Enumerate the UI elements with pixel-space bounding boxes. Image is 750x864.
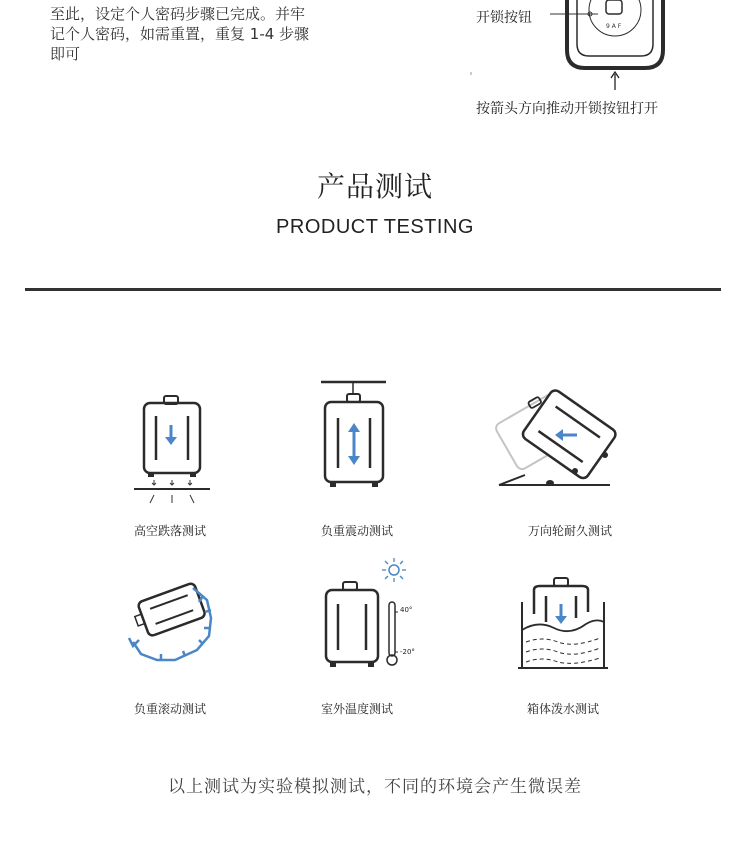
intro-paragraph (50, 4, 390, 64)
spinner-wheel-durability-icon (495, 385, 620, 490)
test-label-vibration: 负重震动测试 (320, 524, 393, 538)
footnote: 以上测试为实验模拟测试，不同的环境会产生微误差 (168, 777, 582, 797)
suitcase-water-splash-icon (508, 576, 618, 676)
temp-low-label: -20° (400, 648, 415, 656)
suitcase-rolling-icon (125, 578, 225, 673)
unlock-button-label: 开锁按钮 (476, 10, 532, 26)
intro-line-1: 至此，设定个人密码步骤已完成。并牢 (50, 5, 306, 23)
section-title-en: PRODUCT TESTING (276, 216, 474, 238)
test-label-wheel: 万向轮耐久测试 (527, 524, 612, 538)
test-label-rolling: 负重滚动测试 (133, 702, 206, 716)
suitcase-drop-icon (120, 392, 220, 507)
temp-high-label: 40° (400, 606, 413, 614)
intro-line-2: 记个人密码，如需重置，重复 1-4 步骤 (50, 25, 310, 43)
unlock-hint: 按箭头方向推动开锁按钮打开 (476, 101, 658, 117)
lock-diagram-icon (540, 0, 690, 95)
suitcase-vibration-icon (310, 378, 410, 490)
test-label-temperature: 室外温度测试 (320, 702, 393, 716)
section-title-cn: 产品测试 (316, 170, 433, 203)
intro-line-3: 即可 (50, 45, 81, 63)
section-divider (25, 288, 721, 291)
test-label-drop: 高空跌落测试 (133, 524, 206, 538)
test-label-water: 箱体泼水测试 (526, 702, 599, 716)
svg-text:9 A F: 9 A F (606, 23, 622, 30)
